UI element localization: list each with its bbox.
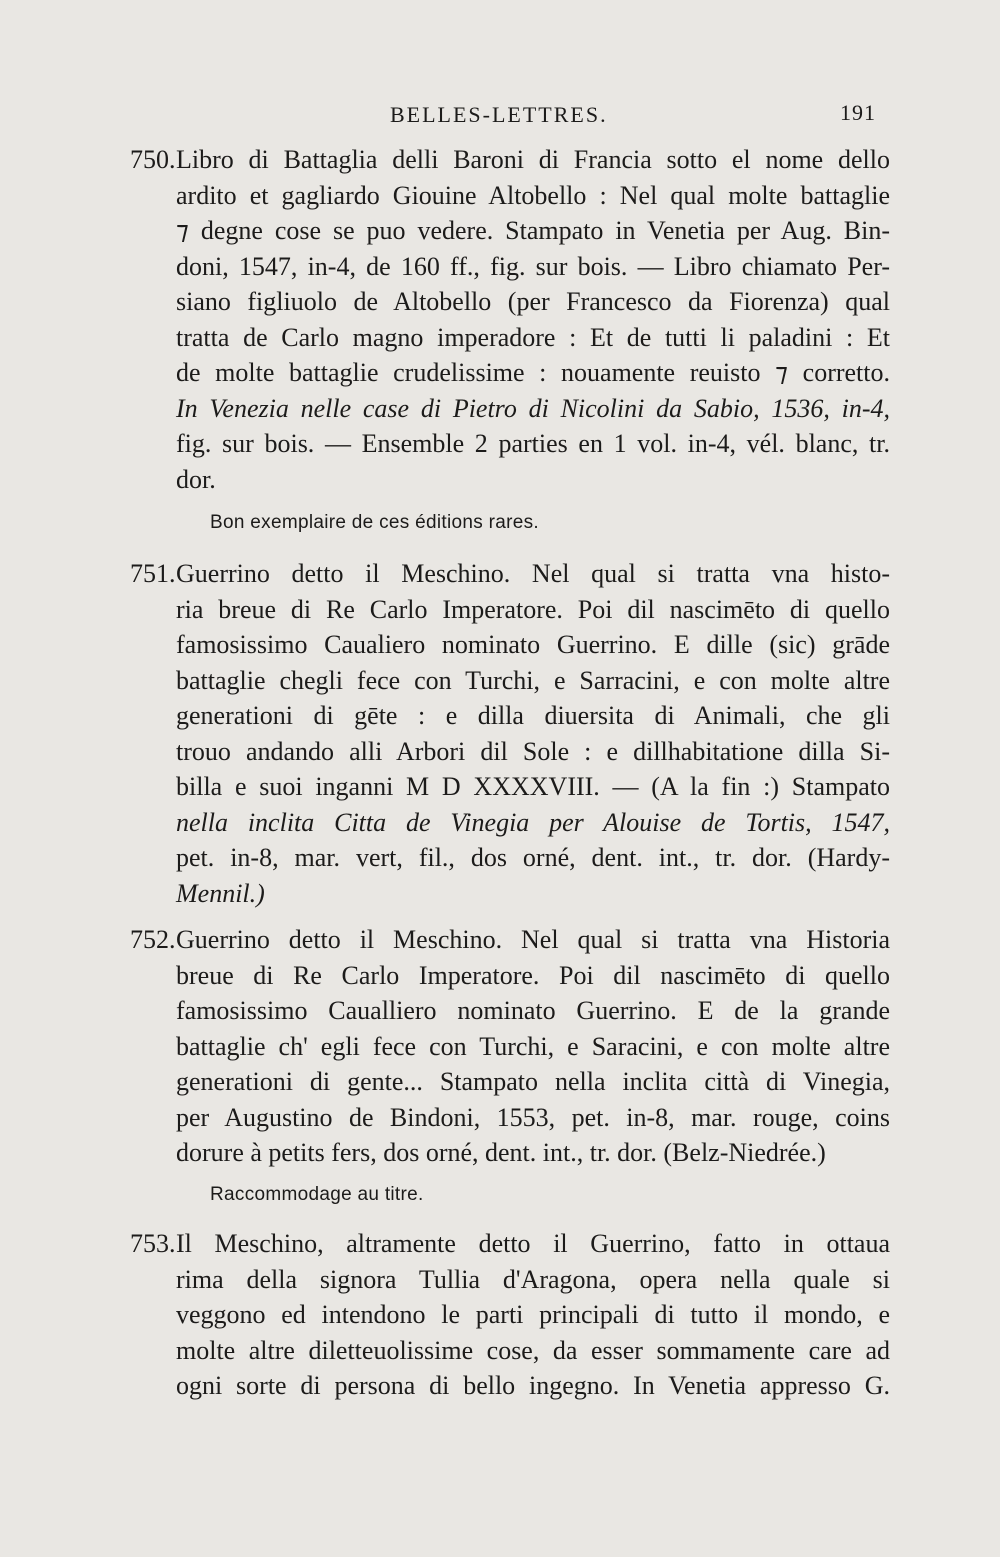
entry-line: 753.Il Meschino, altramente detto il Guerrino, fatto in ottaua: [130, 1226, 890, 1262]
entry-number: 750.: [130, 145, 176, 174]
entry-line: famosissimo Caualiero nominato Guerrino. E dille (sic) grāde: [176, 630, 890, 659]
entry-line: veggono ed intendono le parti principali di tutto il mondo, e: [176, 1300, 890, 1329]
entry-line: pet. in-8, mar. vert, fil., dos orné, dent. int., tr. dor. (Hardy-: [176, 843, 890, 872]
entry-line: ria breue di Re Carlo Imperatore. Poi dil nascimēto di quello: [176, 594, 890, 624]
entry-number: 753.: [130, 1229, 176, 1258]
entry-751: [130, 556, 890, 911]
entry-number: 751.: [130, 559, 176, 588]
entry-line: fig. sur bois. — Ensemble 2 parties en 1 vol. in-4, vél. blanc, tr.: [176, 429, 890, 458]
entry-line: breue di Re Carlo Imperatore. Poi dil nascimēto di quello: [176, 960, 890, 990]
entry-line: ogni sorte di persona di bello ingegno. In Venetia appresso G.: [176, 1371, 890, 1400]
entry-752: [130, 922, 890, 1171]
entry-line: generationi di gēte : e dilla diuersita di Animali, che gli: [176, 701, 890, 730]
entry-753: [130, 1226, 890, 1404]
entry-line: tratta de Carlo magno imperadore : Et de tutti li paladini : Et: [176, 322, 890, 352]
running-title: BELLES-LETTRES.: [390, 102, 608, 127]
entry-note: Bon exemplaire de ces éditions rares.: [210, 512, 539, 533]
entry-line: 752.Guerrino detto il Meschino. Nel qual si tratta vna Historia: [130, 922, 890, 958]
entry-line: famosissimo Caualliero nominato Guerrino. E de la grande: [176, 996, 890, 1025]
entry-line: dorure à petits fers, dos orné, dent. int., tr. dor. (Belz-Niedrée.): [176, 1138, 826, 1167]
entry-line: In Venezia nelle case di Pietro di Nicolini da Sabio, 1536, in-4,: [176, 393, 890, 423]
entry-line: billa e suoi inganni M D XXXXVIII. — (A la fin :) Stampato: [176, 772, 890, 801]
entry-line: battaglie ch' egli fece con Turchi, e Saracini, e con molte altre: [176, 1031, 890, 1061]
entry-750: [130, 142, 890, 497]
entry-line: siano figliuolo de Altobello (per Francesco da Fiorenza) qual: [176, 287, 890, 316]
entry-line: trouo andando alli Arbori dil Sole : e dillhabitatione dilla Si-: [176, 736, 890, 766]
entry-line: doni, 1547, in-4, de 160 ff., fig. sur bois. — Libro chiamato Per-: [176, 251, 890, 281]
entry-line: battaglie chegli fece con Turchi, e Sarracini, e con molte altre: [176, 665, 890, 695]
entry-line: ardito et gagliardo Giouine Altobello : Nel qual molte battaglie: [176, 180, 890, 210]
entry-note: Raccommodage au titre.: [210, 1184, 424, 1205]
page-number: 191: [840, 100, 876, 125]
entry-line: Mennil.): [176, 878, 265, 908]
entry-line: rima della signora Tullia d'Aragona, opera nella quale si: [176, 1264, 890, 1294]
entry-line: generationi di gente... Stampato nella inclita città di Vinegia,: [176, 1067, 890, 1096]
entry-line: dor.: [176, 464, 216, 494]
entry-line: 750.Libro di Battaglia delli Baroni di Francia sotto el nome dello: [130, 142, 890, 178]
entry-line: molte altre diletteuolissime cose, da esser sommamente care ad: [176, 1335, 890, 1365]
entry-line: ⁊ degne cose se puo vedere. Stampato in Venetia per Aug. Bin-: [176, 216, 890, 245]
running-header: [0, 96, 1000, 136]
entry-number: 752.: [130, 925, 176, 954]
entry-line: 751.Guerrino detto il Meschino. Nel qual si tratta vna histo-: [130, 556, 890, 592]
entry-line: per Augustino de Bindoni, 1553, pet. in-8, mar. rouge, coins: [176, 1102, 890, 1132]
entry-line: nella inclita Citta de Vinegia per Alouise de Tortis, 1547,: [176, 807, 890, 837]
entry-line: de molte battaglie crudelissime : nouamente reuisto ⁊ corretto.: [176, 358, 890, 387]
